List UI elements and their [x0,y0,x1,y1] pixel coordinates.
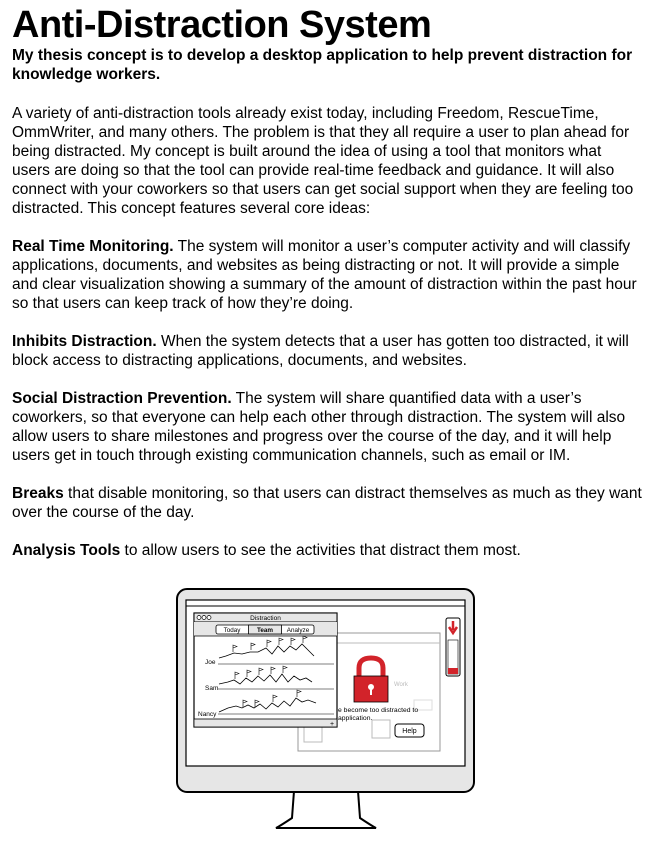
monitor-illustration [176,588,476,833]
intro-paragraph: A variety of anti-distraction tools already exist today, including Freedom, RescueTime, OmmWriter, and many others. The problem is that they all require a user to plan ahead for being distracted. My concept is built around the idea of using a tool that monitors what users are doing so that the tool can provide real-time feedback and guidance. It will also connect with your coworkers so that users can get social support when they are feeling too distracted. This concept features several core ideas: [12,105,634,217]
feature-text: that disable monitoring, so that users can distract themselves as much as they want over the course of the day. [12,485,642,521]
feature-heading: Breaks [12,485,64,502]
feature-heading: Real Time Monitoring. [12,238,174,255]
feature-text: The system will monitor a user’s computer activity and will classify applications, documents, and websites as being distracting or not. It will provide a simple and clear visualization showing a summary of the amount of distraction within the past hour so that users can keep track of how they’re doing. [12,238,637,312]
close-icon[interactable] [197,616,201,620]
feature-inhibits-distraction [12,332,642,370]
feature-heading: Analysis Tools [12,542,121,559]
person-name: Joe [205,659,216,666]
tab-team-label[interactable]: Team [257,627,273,634]
feature-heading: Social Distraction Prevention. [12,390,232,407]
maximize-icon[interactable] [207,616,211,620]
tab-analyze[interactable]: Analyze [286,627,310,634]
person-name: Nancy [198,711,217,718]
feature-text: When the system detects that a user has gotten too distracted, it will block access to distracting applications, documents, and websites. [12,333,629,369]
monitor-illustration-svg [176,588,476,833]
help-button-label: Help [402,728,417,735]
feature-real-time-monitoring [12,237,642,313]
monitor-stand [276,791,376,828]
feature-heading: Inhibits Distraction. [12,333,157,350]
add-button[interactable]: + [329,721,335,728]
dialog-text: e become too distracted to [338,707,419,714]
document-page [12,4,642,579]
feature-analysis-tools [12,541,642,560]
feature-breaks [12,484,642,522]
window-title: Distraction [250,615,281,622]
tab-today[interactable]: Today [223,627,241,634]
feature-social-prevention [12,389,642,465]
faded-label: Work [394,682,408,688]
window-statusbar [194,719,337,727]
feature-text: to allow users to see the activities that distract them most. [120,542,521,559]
dialog-text: application. [338,715,373,722]
minimize-icon[interactable] [202,616,206,620]
meter-fill [448,668,458,674]
subtitle: My thesis concept is to develop a desktop application to help prevent distraction for knowledge workers. [12,47,633,83]
page-title: Anti-Distraction System [12,4,432,46]
person-name: Sam [205,685,219,692]
feature-text: The system will share quantified data with a user’s coworkers, so that everyone can help each other through distraction. The system will also allow users to share milestones and progress over the course of the day, and it will help users get in touch through existing communication channels, such as email or IM. [12,390,626,464]
